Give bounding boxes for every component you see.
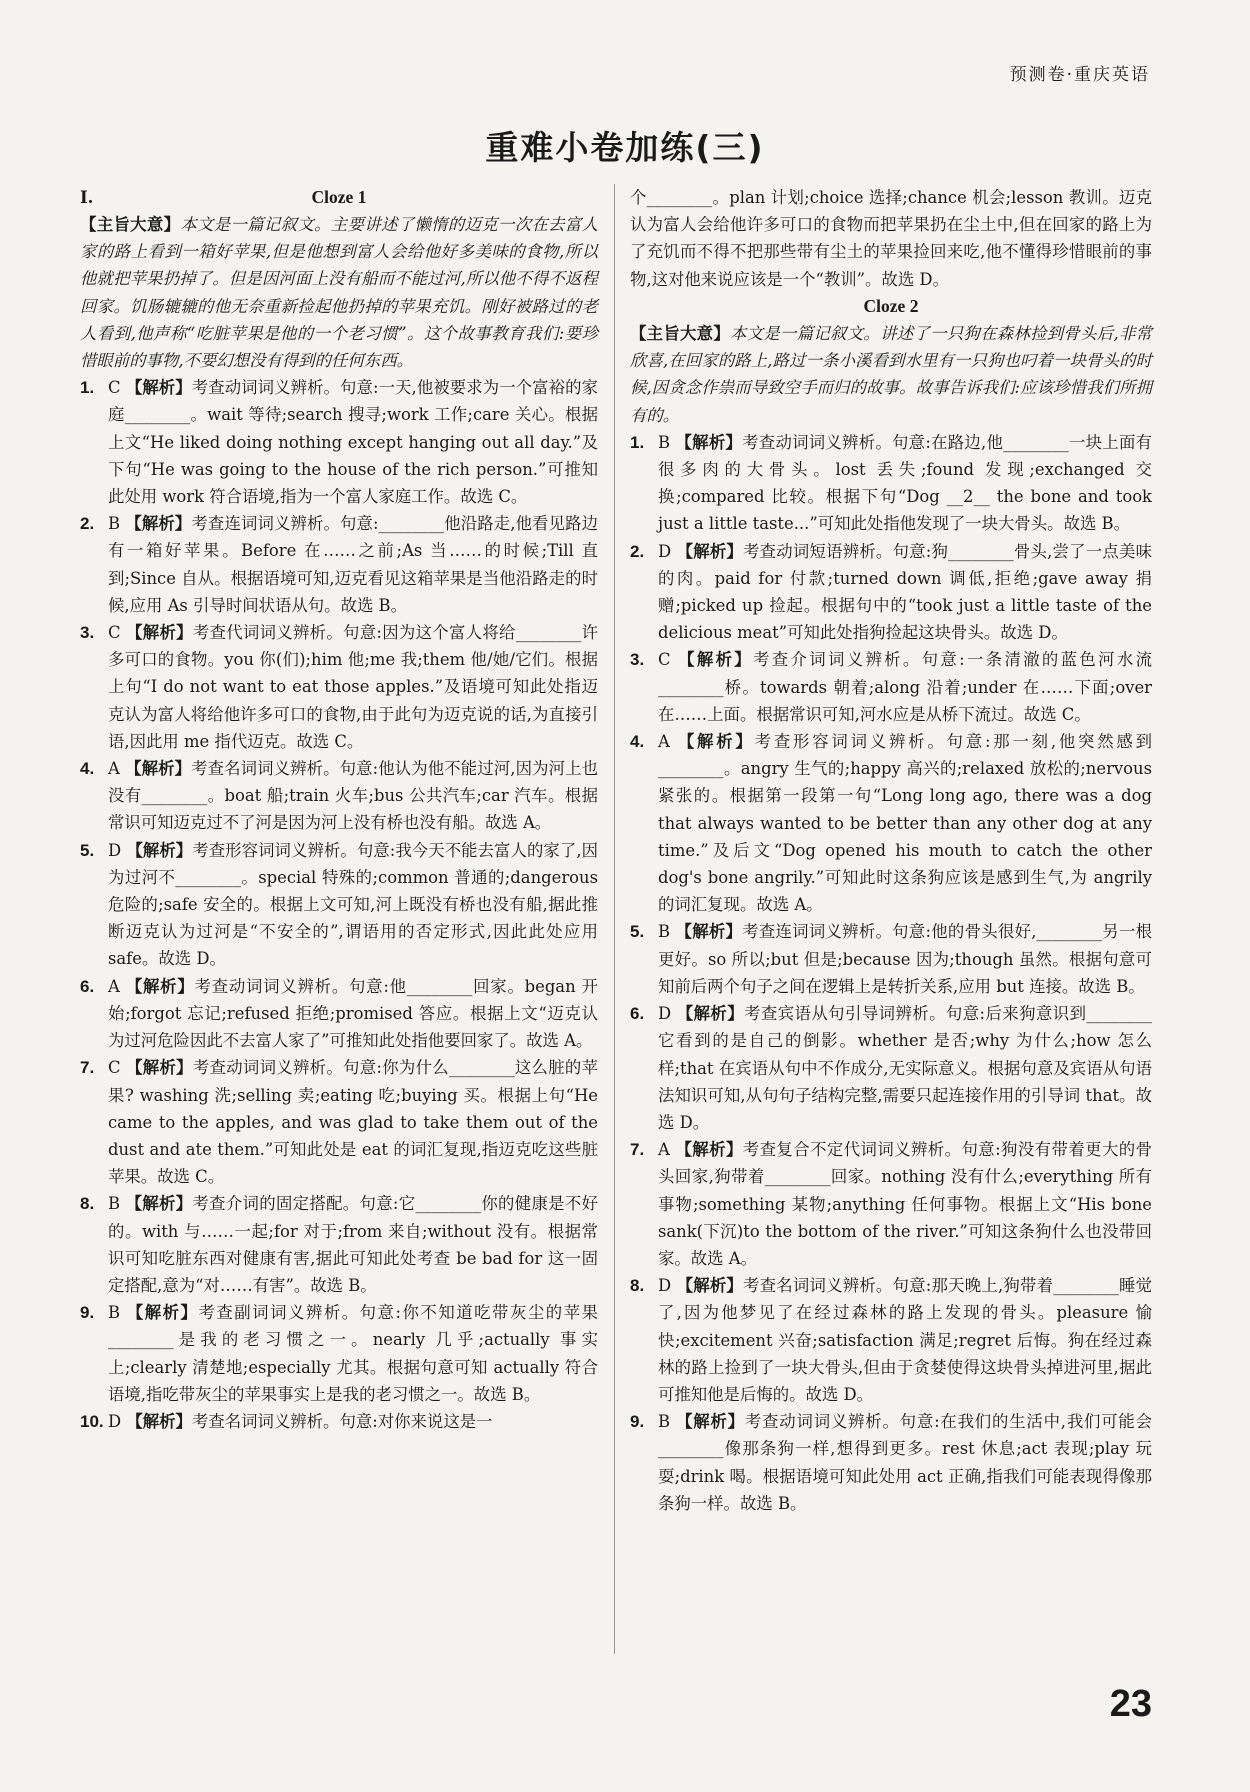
item-number: 4. bbox=[630, 732, 645, 752]
item-answer: C bbox=[108, 1058, 121, 1078]
cloze1-answer-list bbox=[80, 374, 598, 1435]
item-number: 1. bbox=[80, 378, 95, 398]
analysis-tag: 【解析】 bbox=[126, 1058, 193, 1078]
cloze2-answer-list bbox=[630, 429, 1152, 1517]
analysis-tag: 【解析】 bbox=[676, 541, 744, 561]
item-number: 7. bbox=[80, 1058, 95, 1078]
analysis-tag: 【解析】 bbox=[126, 840, 193, 860]
answer-item bbox=[80, 619, 598, 755]
analysis-tag: 【解析】 bbox=[126, 1303, 199, 1323]
analysis-tag: 【解析】 bbox=[125, 976, 195, 996]
analysis-tag: 【解析】 bbox=[675, 432, 743, 452]
item-explanation: 考查介词词义辨析。句意:一条清澈的蓝色河水流________桥。towards 朝着;along 沿着;under 在……下面;over 在……上面。根据常识可知,河水应是从桥下流过。故选 C。 bbox=[658, 650, 1152, 724]
item-explanation: 考查名词词义辨析。句意:对你来说这是一 bbox=[191, 1411, 493, 1431]
right-column bbox=[630, 184, 1152, 1517]
item-explanation: 考查副词词义辨析。句意:你不知道吃带灰尘的苹果________是我的老习惯之一。nearly 几乎;actually 事实上;clearly 清楚地;especially 尤其。根据句意可知 actually 符合语境,指吃带灰尘的苹果事实上是我的老习惯之一。故选 B。 bbox=[108, 1303, 598, 1404]
analysis-tag: 【解析】 bbox=[125, 378, 192, 398]
item-number: 5. bbox=[80, 840, 95, 860]
answer-item bbox=[80, 374, 598, 510]
item-number: 3. bbox=[630, 650, 645, 670]
item-answer: C bbox=[108, 378, 121, 398]
item-explanation: 考查动词词义辨析。句意:你为什么________这么脏的苹果? washing 洗;selling 卖;eating 吃;buying 买。根据上句“He came to the apples, and was glad to take them out of the dust and ate them.”可知此处是 eat 的词汇复现,指迈克吃这些脏苹果。故选 C。 bbox=[108, 1058, 598, 1187]
item-number: 6. bbox=[630, 1004, 645, 1024]
item-explanation: 考查动词词义辨析。句意:在我们的生活中,我们可能会________像那条狗一样,想得到更多。rest 休息;act 表现;play 玩耍;drink 喝。根据语境可知此处用 act 正确,指我们可能表现得像那条狗一样。故选 B。 bbox=[658, 1412, 1153, 1513]
item-number: 4. bbox=[80, 759, 95, 779]
item-explanation: 考查名词词义辨析。句意:那天晚上,狗带着________睡觉了,因为他梦见了在经过森林的路上发现的骨头。pleasure 愉快;excitement 兴奋;satisfaction 满足;regret 后悔。狗在经过森林的路上捡到了一块大骨头,但由于贪婪使得这块骨头掉进河里,据此可推知他是后悔的。故选 D。 bbox=[658, 1276, 1153, 1404]
cloze1-heading-row bbox=[80, 184, 598, 211]
item-number: 5. bbox=[630, 922, 645, 942]
answer-item bbox=[630, 646, 1152, 728]
item-answer: C bbox=[108, 623, 121, 643]
answer-item bbox=[80, 755, 598, 837]
cloze2-title: Cloze 2 bbox=[863, 295, 919, 316]
left-column bbox=[80, 184, 598, 1435]
item-explanation: 考查介词的固定搭配。句意:它________你的健康是不好的。with 与……一起;for 对于;from 来自;without 没有。根据常识可知吃脏东西对健康有害,据此可知此处考查 be bad for 这一固定搭配,意为“对……有害”。故选 B。 bbox=[108, 1194, 598, 1295]
item-number: 8. bbox=[630, 1276, 645, 1296]
analysis-tag: 【解析】 bbox=[677, 732, 755, 752]
item-explanation: 考查连词词义辨析。句意:他的骨头很好,________另一根更好。so 所以;but 但是;because 因为;though 虽然。根据句意可知前后两个句子之间在逻辑上是转折关系,应用 but 连接。故选 B。 bbox=[658, 922, 1152, 996]
main-idea-text: 本文是一篇记叙文。讲述了一只狗在森林捡到骨头后,非常欣喜,在回家的路上,路过一条小溪看到水里有一只狗也叼着一块骨头的时候,因贪念作祟而导致空手而归的故事。故事告诉我们:应该珍惜我们所拥有的。 bbox=[630, 324, 1152, 425]
answer-item bbox=[630, 728, 1152, 918]
item-explanation: 考查连词词义辨析。句意:________他沿路走,他看见路边有一箱好苹果。Before 在……之前;As 当……的时候;Till 直到;Since 自从。根据语境可知,迈克看见这箱苹果是当他沿路走的时候,应用 As 引导时间状语从句。故选 B。 bbox=[108, 514, 599, 615]
analysis-tag: 【解析】 bbox=[126, 1411, 192, 1431]
item-number: 8. bbox=[80, 1194, 95, 1214]
main-idea-label: 【主旨大意】 bbox=[630, 324, 731, 344]
answer-item bbox=[80, 1408, 598, 1435]
item-answer: D bbox=[658, 1276, 672, 1296]
item-explanation: 考查形容词词义辨析。句意:那一刻,他突然感到________。angry 生气的;happy 高兴的;relaxed 放松的;nervous 紧张的。根据第一段第一句“Long long ago, there was a dog that always wanted to be better than any other dog at any time.”及后文“Dog opened his mouth to catch the other dog's bone angrily.”可知此时这条狗应该是感到生气,为 angrily 的词汇复现。故选 A。 bbox=[658, 732, 1153, 915]
answer-item bbox=[80, 1299, 598, 1408]
item-answer: A bbox=[658, 732, 670, 752]
item-answer: D bbox=[658, 1004, 672, 1024]
item-explanation: 考查动词短语辨析。句意:狗________骨头,尝了一点美味的肉。paid for 付款;turned down 调低,拒绝;gave away 捐赠;picked up 捡起。根据句中的“took just a little taste of the delicious meat”可知此处指狗捡起这块骨头。故选 D。 bbox=[658, 541, 1153, 643]
page-header: 预测卷·重庆英语 bbox=[1009, 65, 1150, 85]
item-explanation: 考查形容词词义辨析。句意:我今天不能去富人的家了,因为过河不________。special 特殊的;common 普通的;dangerous 危险的;safe 安全的。根据上文可知,河上既没有桥也没有船,据此推断迈克认为过河是“不安全的”,谓语用的否定形式,因此此处应用 safe。故选 D。 bbox=[108, 840, 598, 969]
item-answer: A bbox=[658, 1140, 670, 1160]
main-idea-label: 【主旨大意】 bbox=[80, 215, 181, 234]
item-number: 9. bbox=[630, 1412, 645, 1432]
analysis-tag: 【解析】 bbox=[675, 922, 743, 942]
item-answer: D bbox=[108, 1411, 122, 1431]
answer-item bbox=[80, 1190, 598, 1299]
analysis-tag: 【解析】 bbox=[676, 1004, 745, 1024]
item-answer: B bbox=[658, 1412, 671, 1432]
item-answer: D bbox=[658, 541, 672, 561]
analysis-tag: 【解析】 bbox=[676, 1276, 744, 1296]
column-divider bbox=[614, 184, 615, 1654]
answer-item bbox=[630, 1136, 1152, 1272]
item-number: 9. bbox=[80, 1303, 95, 1323]
item-explanation: 考查复合不定代词词义辨析。句意:狗没有带着更大的骨头回家,狗带着________回家。nothing 没有什么;everything 所有事物;something 某物;anything 任何事物。根据上文“His bone sank(下沉)to the bottom of the river.”可知这条狗什么也没带回家。故选 A。 bbox=[658, 1140, 1152, 1268]
answer-item bbox=[630, 1272, 1152, 1408]
item-answer: A bbox=[108, 976, 120, 996]
item-answer: C bbox=[658, 650, 671, 670]
item-answer: B bbox=[108, 514, 121, 534]
item-explanation: 考查代词词义辨析。句意:因为这个富人将给________许多可口的食物。you 你(们);him 他;me 我;them 他/她/它们。根据上句“I do not want to eat those apples.”及语境可知此处指迈克认为富人将给他许多可口的食物,由于此句为迈克说的话,为直接引语,因此用 me 指代迈克。故选 C。 bbox=[108, 623, 598, 751]
answer-item bbox=[630, 918, 1152, 1000]
item-explanation: 考查动词词义辨析。句意:他________回家。began 开始;forgot 忘记;refused 拒绝;promised 答应。根据上文“迈克认为过河危险因此不去富人家了”可推知此处指他要回家了。故选 A。 bbox=[108, 976, 599, 1051]
item-10-continuation: 个________。plan 计划;choice 选择;chance 机会;lesson 教训。迈克认为富人会给他许多可口的食物而把苹果扔在尘土中,但在回家的路上为了充饥而不得不把那些带有尘土的苹果捡回来吃,他不懂得珍惜眼前的事物,这对他来说应该是一个“教训”。故选 D。 bbox=[630, 188, 1152, 289]
item-number: 2. bbox=[80, 514, 95, 534]
answer-item bbox=[630, 1000, 1152, 1136]
item-number: 3. bbox=[80, 623, 95, 643]
item-number: 1. bbox=[630, 432, 645, 452]
item-number: 7. bbox=[630, 1140, 645, 1160]
main-idea-text: 本文是一篇记叙文。主要讲述了懒惰的迈克一次在去富人家的路上看到一箱好苹果,但是他想到富人会给他好多美味的食物,所以他就把苹果扔掉了。但是因河面上没有船而不能过河,所以他不得不返程回家。饥肠辘辘的他无奈重新捡起他扔掉的苹果充饥。刚好被路过的老人看到,他声称“吃脏苹果是他的一个老习惯”。这个故事教育我们:要珍惜眼前的事物,不要幻想没有得到的任何东西。 bbox=[80, 215, 599, 371]
answer-item bbox=[630, 1408, 1152, 1517]
analysis-tag: 【解析】 bbox=[675, 1140, 743, 1160]
item-number: 6. bbox=[80, 976, 95, 996]
item-answer: A bbox=[108, 759, 120, 779]
item-number: 2. bbox=[630, 541, 645, 561]
answer-item bbox=[80, 1054, 598, 1190]
item-answer: B bbox=[658, 922, 671, 942]
answer-item bbox=[80, 510, 598, 619]
item-explanation: 考查动词词义辨析。句意:在路边,他________一块上面有很多肉的大骨头。lost 丢失;found 发现;exchanged 交换;compared 比较。根据下句“Dog __2__ the bone and took just a little taste...”可知此处指他发现了一块大骨头。故选 B。 bbox=[658, 432, 1153, 534]
item-answer: B bbox=[108, 1194, 121, 1214]
cloze1-main-idea bbox=[80, 211, 598, 374]
answer-item bbox=[80, 837, 598, 973]
analysis-tag: 【解析】 bbox=[125, 759, 192, 779]
item-answer: D bbox=[108, 840, 122, 860]
item-number: 10. bbox=[80, 1411, 104, 1431]
item-answer: B bbox=[658, 432, 671, 452]
analysis-tag: 【解析】 bbox=[125, 1194, 193, 1214]
analysis-tag: 【解析】 bbox=[126, 623, 193, 643]
item-answer: B bbox=[108, 1303, 121, 1323]
answer-item bbox=[630, 538, 1152, 647]
page-number: 23 bbox=[1109, 1683, 1152, 1725]
page-title: 重难小卷加练(三) bbox=[485, 128, 765, 167]
answer-item bbox=[80, 973, 598, 1055]
item-explanation: 考查名词词义辨析。句意:他认为他不能过河,因为河上也没有________。boat 船;train 火车;bus 公共汽车;car 汽车。根据常识可知迈克过不了河是因为河上没有桥也没有船。故选 A。 bbox=[108, 759, 598, 833]
answer-item bbox=[630, 429, 1152, 538]
section-roman-numeral: Ⅰ. bbox=[80, 188, 94, 207]
item-explanation: 考查宾语从句引导词辨析。句意:后来狗意识到________它看到的是自己的倒影。whether 是否;why 为什么;how 怎么样;that 在宾语从句中不作成分,无实际意义。根据句意及宾语从句语法知识可知,从句句子结构完整,需要只起连接作用的引导词 that。故选 D。 bbox=[658, 1004, 1152, 1132]
cloze1-title: Cloze 1 bbox=[311, 187, 367, 207]
analysis-tag: 【解析】 bbox=[676, 1412, 745, 1432]
analysis-tag: 【解析】 bbox=[678, 650, 754, 670]
analysis-tag: 【解析】 bbox=[125, 514, 192, 534]
item-explanation: 考查动词词义辨析。句意:一天,他被要求为一个富裕的家庭________。wait 等待;search 搜寻;work 工作;care 关心。根据上文“He liked doing nothing except hanging out all day.”及下句“He was going to the house of the rich person.”可推知此处用 work 符合语境,指为一个富人家庭工作。故选 C。 bbox=[108, 378, 598, 507]
cloze2-main-idea bbox=[630, 320, 1152, 429]
